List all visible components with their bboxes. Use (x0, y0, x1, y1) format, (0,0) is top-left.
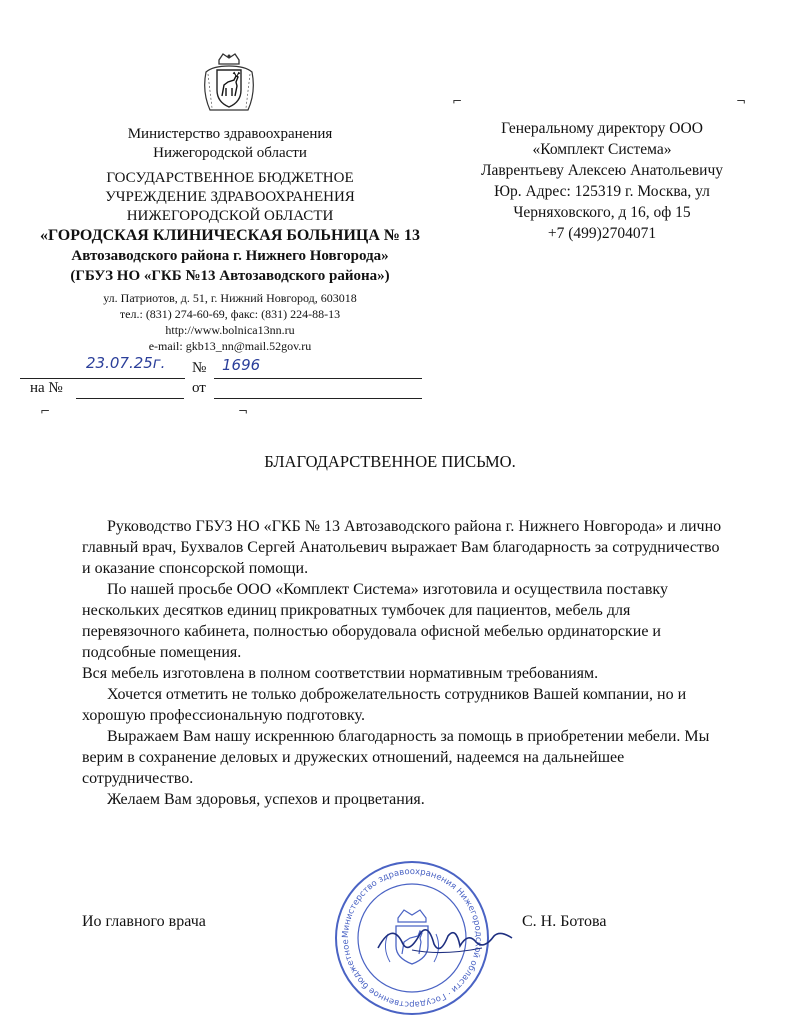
recipient-corner-left: ⌐ (452, 94, 463, 108)
paragraph-3: Вся мебель изготовлена в полном соответствии нормативным требованиям. (82, 665, 599, 682)
paragraph-1: Руководство ГБУЗ НО «ГКБ № 13 Автозаводского района г. Нижнего Новгорода» и лично главный врач, Бухвалов Сергей Анатольевич выражает Вам благодарность за сотрудничество и оказание спонсорской помощи. (82, 518, 722, 577)
letter-title: БЛАГОДАРСТВЕННОЕ ПИСЬМО. (264, 452, 516, 471)
recipient-line-6: +7 (499)2704071 (547, 225, 657, 242)
outgoing-date: 23.07.25г. (86, 354, 166, 372)
reference-date-underline (214, 398, 422, 399)
signatory-name: С. Н. Ботова (522, 913, 607, 930)
hospital-website: http://www.bolnica13nn.ru (165, 323, 295, 337)
reference-underline (76, 398, 184, 399)
hospital-name (20, 226, 440, 286)
ministry-line-1: Министерство здравоохранения (127, 126, 333, 142)
recipient-block (452, 118, 752, 244)
hospital-line-1: «ГОРОДСКАЯ КЛИНИЧЕСКАЯ БОЛЬНИЦА № 13 (40, 227, 420, 244)
hospital-email: e-mail: gkb13_nn@mail.52gov.ru (148, 339, 312, 353)
corner-mark-top-left: ⌐ (40, 404, 51, 418)
reference-date-label: от (192, 380, 206, 396)
outgoing-number: 1696 (222, 356, 261, 374)
corner-mark-top-right: ¬ (238, 404, 249, 418)
reference-number-label: на № (30, 380, 63, 396)
hospital-line-2: Автозаводского района г. Нижнего Новгорода» (71, 248, 389, 264)
paragraph-4: Хочется отметить не только доброжелательность сотрудников Вашей компании, но и хорошую профессиональную подготовку. (82, 686, 687, 724)
institution-line-2: УЧРЕЖДЕНИЕ ЗДРАВООХРАНЕНИЯ (105, 189, 355, 205)
coat-of-arms-emblem (200, 52, 258, 116)
stamp-text: Министерство здравоохранения Нижегородской области · Государственное бюджетное (340, 866, 484, 1010)
letter-body (82, 516, 722, 810)
institution-line-3: НИЖЕГОРОДСКОЙ ОБЛАСТИ (126, 208, 334, 224)
hospital-contacts (20, 290, 440, 354)
handwritten-signature (372, 912, 522, 962)
number-underline (214, 378, 422, 379)
paragraph-2: По нашей просьбе ООО «Комплект Система» изготовила и осуществила поставку нескольких десятков единиц прикроватных тумбочек для пациентов, мебель для перевязочного кабинета, полностью оборудовала офисной мебелью ординаторские и подсобные помещения. (82, 581, 668, 661)
ministry-name (20, 125, 440, 163)
paragraph-5: Выражаем Вам нашу искреннюю благодарность за помощь в приобретении мебели. Мы верим в сохранение деловых и дружеских отношений, надеемся на дальнейшее сотрудничество. (82, 728, 710, 787)
ministry-line-2: Нижегородской области (153, 145, 307, 161)
hospital-address: ул. Патриотов, д. 51, г. Нижний Новгород, 603018 (103, 291, 357, 305)
recipient-line-1: Генеральному директору ООО (501, 120, 703, 137)
hospital-phone: тел.: (831) 274-60-69, факс: (831) 224-88-13 (119, 307, 341, 321)
recipient-line-5: Черняховского, д 16, оф 15 (513, 204, 691, 221)
outgoing-number-label: № (192, 360, 207, 376)
date-underline (20, 378, 185, 379)
recipient-line-3: Лаврентьеву Алексею Анатольевичу (480, 162, 724, 179)
institution-line-1: ГОСУДАРСТВЕННОЕ БЮДЖЕТНОЕ (106, 170, 354, 186)
recipient-line-2: «Комплект Система» (532, 141, 672, 158)
institution-type (20, 169, 440, 226)
recipient-corner-right: ¬ (736, 94, 747, 108)
recipient-line-4: Юр. Адрес: 125319 г. Москва, ул (494, 183, 710, 200)
signatory-position: Ио главного врача (82, 913, 206, 930)
paragraph-6: Желаем Вам здоровья, успехов и процветания. (107, 791, 425, 808)
hospital-line-3: (ГБУЗ НО «ГКБ №13 Автозаводского района») (70, 268, 390, 284)
